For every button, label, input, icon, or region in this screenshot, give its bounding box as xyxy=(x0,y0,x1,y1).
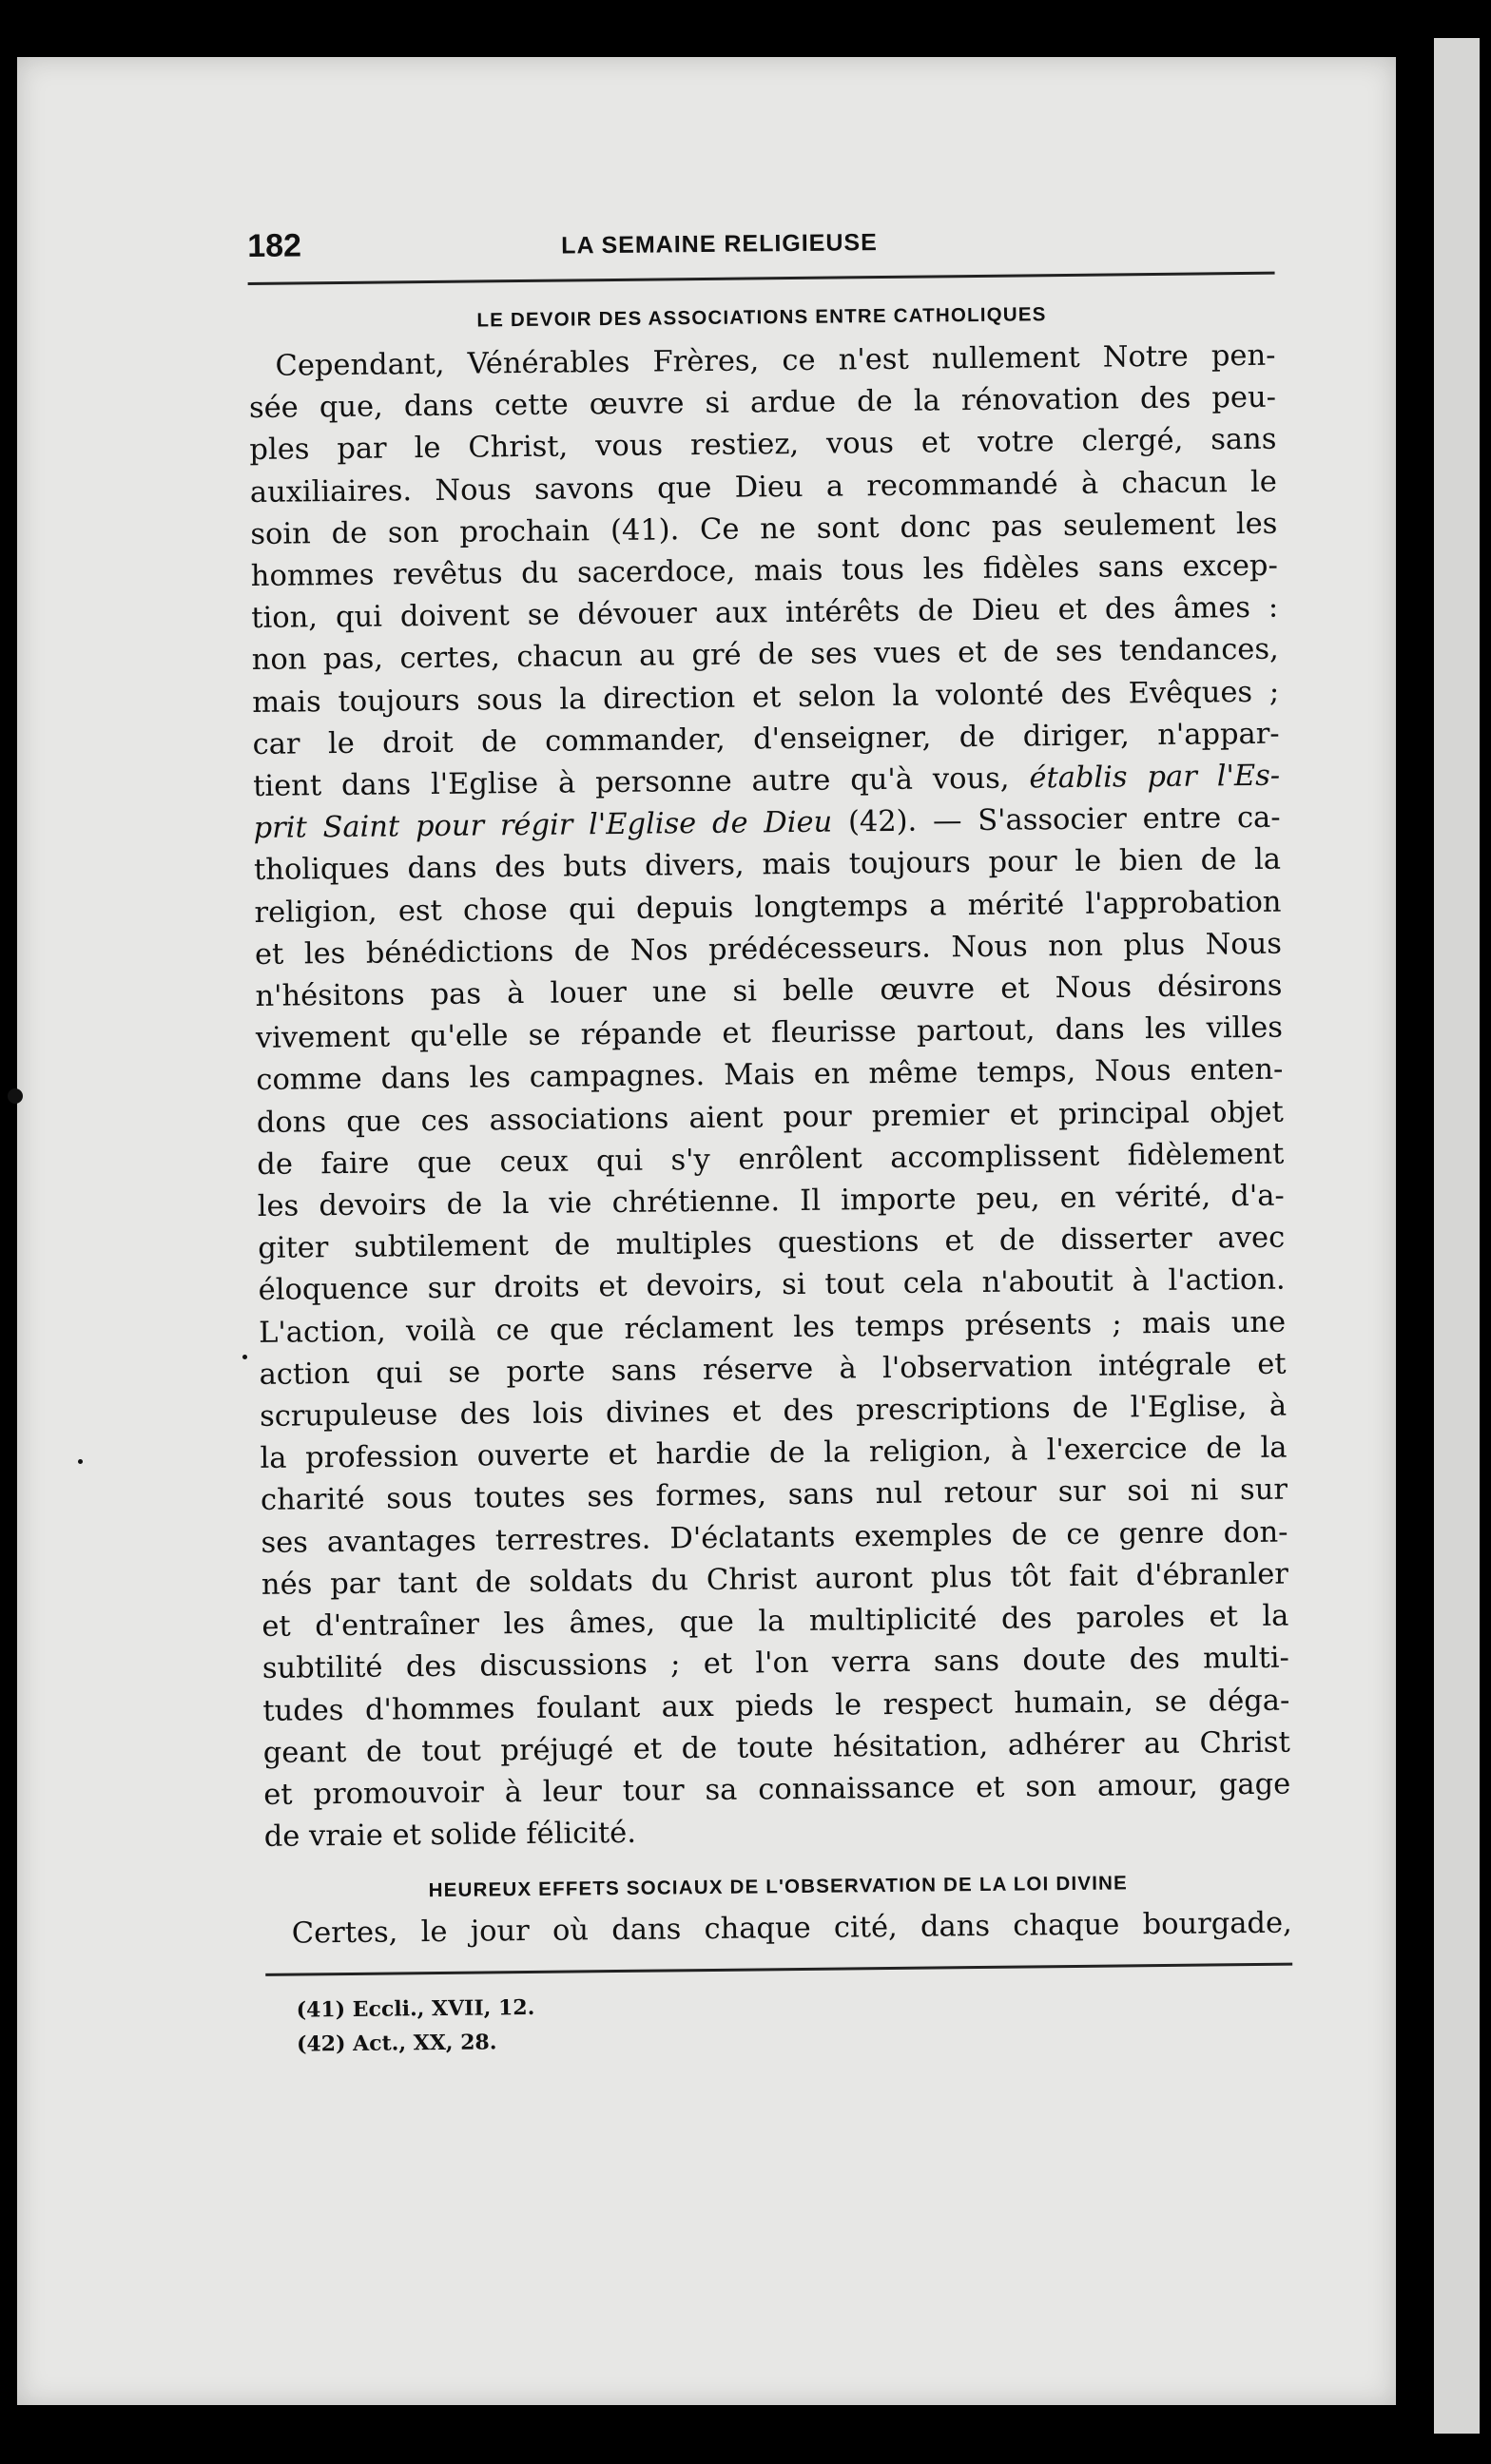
text-line: giter subtilement de multiples questions et de disserter avec xyxy=(258,1221,1286,1266)
text-line: comme dans les campagnes. Mais en même temps, Nous enten- xyxy=(256,1053,1284,1098)
text-line: subtilité des discussions ; et l'on verra sans doute des multi- xyxy=(261,1641,1289,1686)
page-number: 182 xyxy=(247,227,302,264)
paragraph-associations xyxy=(248,336,1291,1859)
text-line: la profession ouverte et hardie de la religion, à l'exercice de la xyxy=(260,1431,1288,1476)
text-line: de faire que ceux qui s'y enrôlent accomplissent fidèlement xyxy=(257,1137,1285,1182)
running-head xyxy=(247,218,1275,285)
text-line: charité sous toutes ses formes, sans nul retour sur soi ni sur xyxy=(260,1473,1288,1518)
running-title: LA SEMAINE RELIGIEUSE xyxy=(561,229,878,260)
text-line: n'hésitons pas à louer une si belle œuvre et Nous désirons xyxy=(255,969,1283,1014)
text-line: L'action, voilà ce que réclament les temps présents ; mais une xyxy=(258,1305,1287,1350)
text-line: tion, qui doivent se dévouer aux intérêts de Dieu et des âmes : xyxy=(251,590,1279,636)
section-heading-associations: LE DEVOIR DES ASSOCIATIONS ENTRE CATHOLIQUES xyxy=(476,303,1047,332)
text-line: geant de tout préjugé et de toute hésitation, adhérer au Christ xyxy=(262,1725,1290,1770)
ink-speck xyxy=(242,1355,247,1359)
text-line: Certes, le jour où dans chaque cité, dans chaque bourgade, xyxy=(291,1906,1292,1951)
text-line: dons que ces associations aient pour premier et principal objet xyxy=(256,1095,1284,1140)
ink-speck xyxy=(8,1088,23,1104)
text-line: mais toujours sous la direction et selon la volonté des Evêques ; xyxy=(252,675,1280,720)
text-fragment: (42). — S'associer entre ca- xyxy=(832,800,1281,839)
text-line: hommes revêtus du sacerdoce, mais tous les fidèles sans excep- xyxy=(250,549,1278,593)
text-column xyxy=(247,218,1293,2062)
text-line: tholiques dans des buts divers, mais toujours pour le bien de la xyxy=(253,843,1282,888)
footnotes xyxy=(265,1982,1293,2061)
paragraph-effets-sociaux xyxy=(265,1903,1292,1956)
text-line: ples par le Christ, vous restiez, vous et votre clergé, sans xyxy=(249,423,1277,468)
text-fragment: tient dans l'Eglise à personne autre qu'à vous, xyxy=(252,761,1030,803)
text-line: éloquence sur droits et devoirs, si tout cela n'aboutit à l'action. xyxy=(258,1263,1286,1308)
footnote-42: (42) Act., XX, 28. xyxy=(296,2029,497,2057)
text-line: et les bénédictions de Nos prédécesseurs. Nous non plus Nous xyxy=(254,927,1283,972)
text-line: action qui se porte sans réserve à l'observation intégrale et xyxy=(259,1347,1287,1392)
text-line: les devoirs de la vie chrétienne. Il importe peu, en vérité, d'a- xyxy=(257,1179,1285,1224)
text-line: de vraie et solide félicité. xyxy=(263,1816,637,1855)
text-line: car le droit de commander, d'enseigner, de diriger, n'appar- xyxy=(252,717,1280,761)
text-line: nés par tant de soldats du Christ auront plus tôt fait d'ébranler xyxy=(261,1557,1289,1602)
next-page-edge xyxy=(1434,38,1480,2434)
footnote-rule xyxy=(265,1962,1292,1975)
ink-speck xyxy=(78,1459,83,1464)
section-heading-effets-sociaux: HEUREUX EFFETS SOCIAUX DE L'OBSERVATION DE LA LOI DIVINE xyxy=(428,1872,1129,1902)
text-line: tudes d'hommes foulant aux pieds le respect humain, se déga- xyxy=(262,1684,1290,1728)
text-line: vivement qu'elle se répande et fleurisse partout, dans les villes xyxy=(255,1011,1284,1056)
text-line: auxiliaires. Nous savons que Dieu a recommandé à chacun le xyxy=(249,465,1278,510)
text-line: et d'entraîner les âmes, que la multiplicité des paroles et la xyxy=(261,1599,1289,1645)
italic-quote: prit Saint pour régir l'Eglise de Dieu xyxy=(253,805,833,846)
text-line: sée que, dans cette œuvre si ardue de la rénovation des peu- xyxy=(248,380,1277,426)
footnote-41: (41) Eccli., XVII, 12. xyxy=(296,1994,535,2023)
text-line: et promouvoir à leur tour sa connaissance et son amour, gage xyxy=(263,1767,1291,1812)
text-line: non pas, certes, chacun au gré de ses vues et de ses tendances, xyxy=(251,633,1279,678)
text-line: religion, est chose qui depuis longtemps a mérité l'approbation xyxy=(254,885,1282,930)
italic-quote: établis par l'Es- xyxy=(1029,759,1281,796)
text-line: scrupuleuse des lois divines et des prescriptions de l'Eglise, à xyxy=(259,1389,1288,1434)
text-line: ses avantages terrestres. D'éclatants exemples de ce genre don- xyxy=(261,1515,1288,1560)
text-line: Cependant, Vénérables Frères, ce n'est nullement Notre pen- xyxy=(275,338,1276,383)
text-line: soin de son prochain (41). Ce ne sont donc pas seulement les xyxy=(250,507,1278,551)
